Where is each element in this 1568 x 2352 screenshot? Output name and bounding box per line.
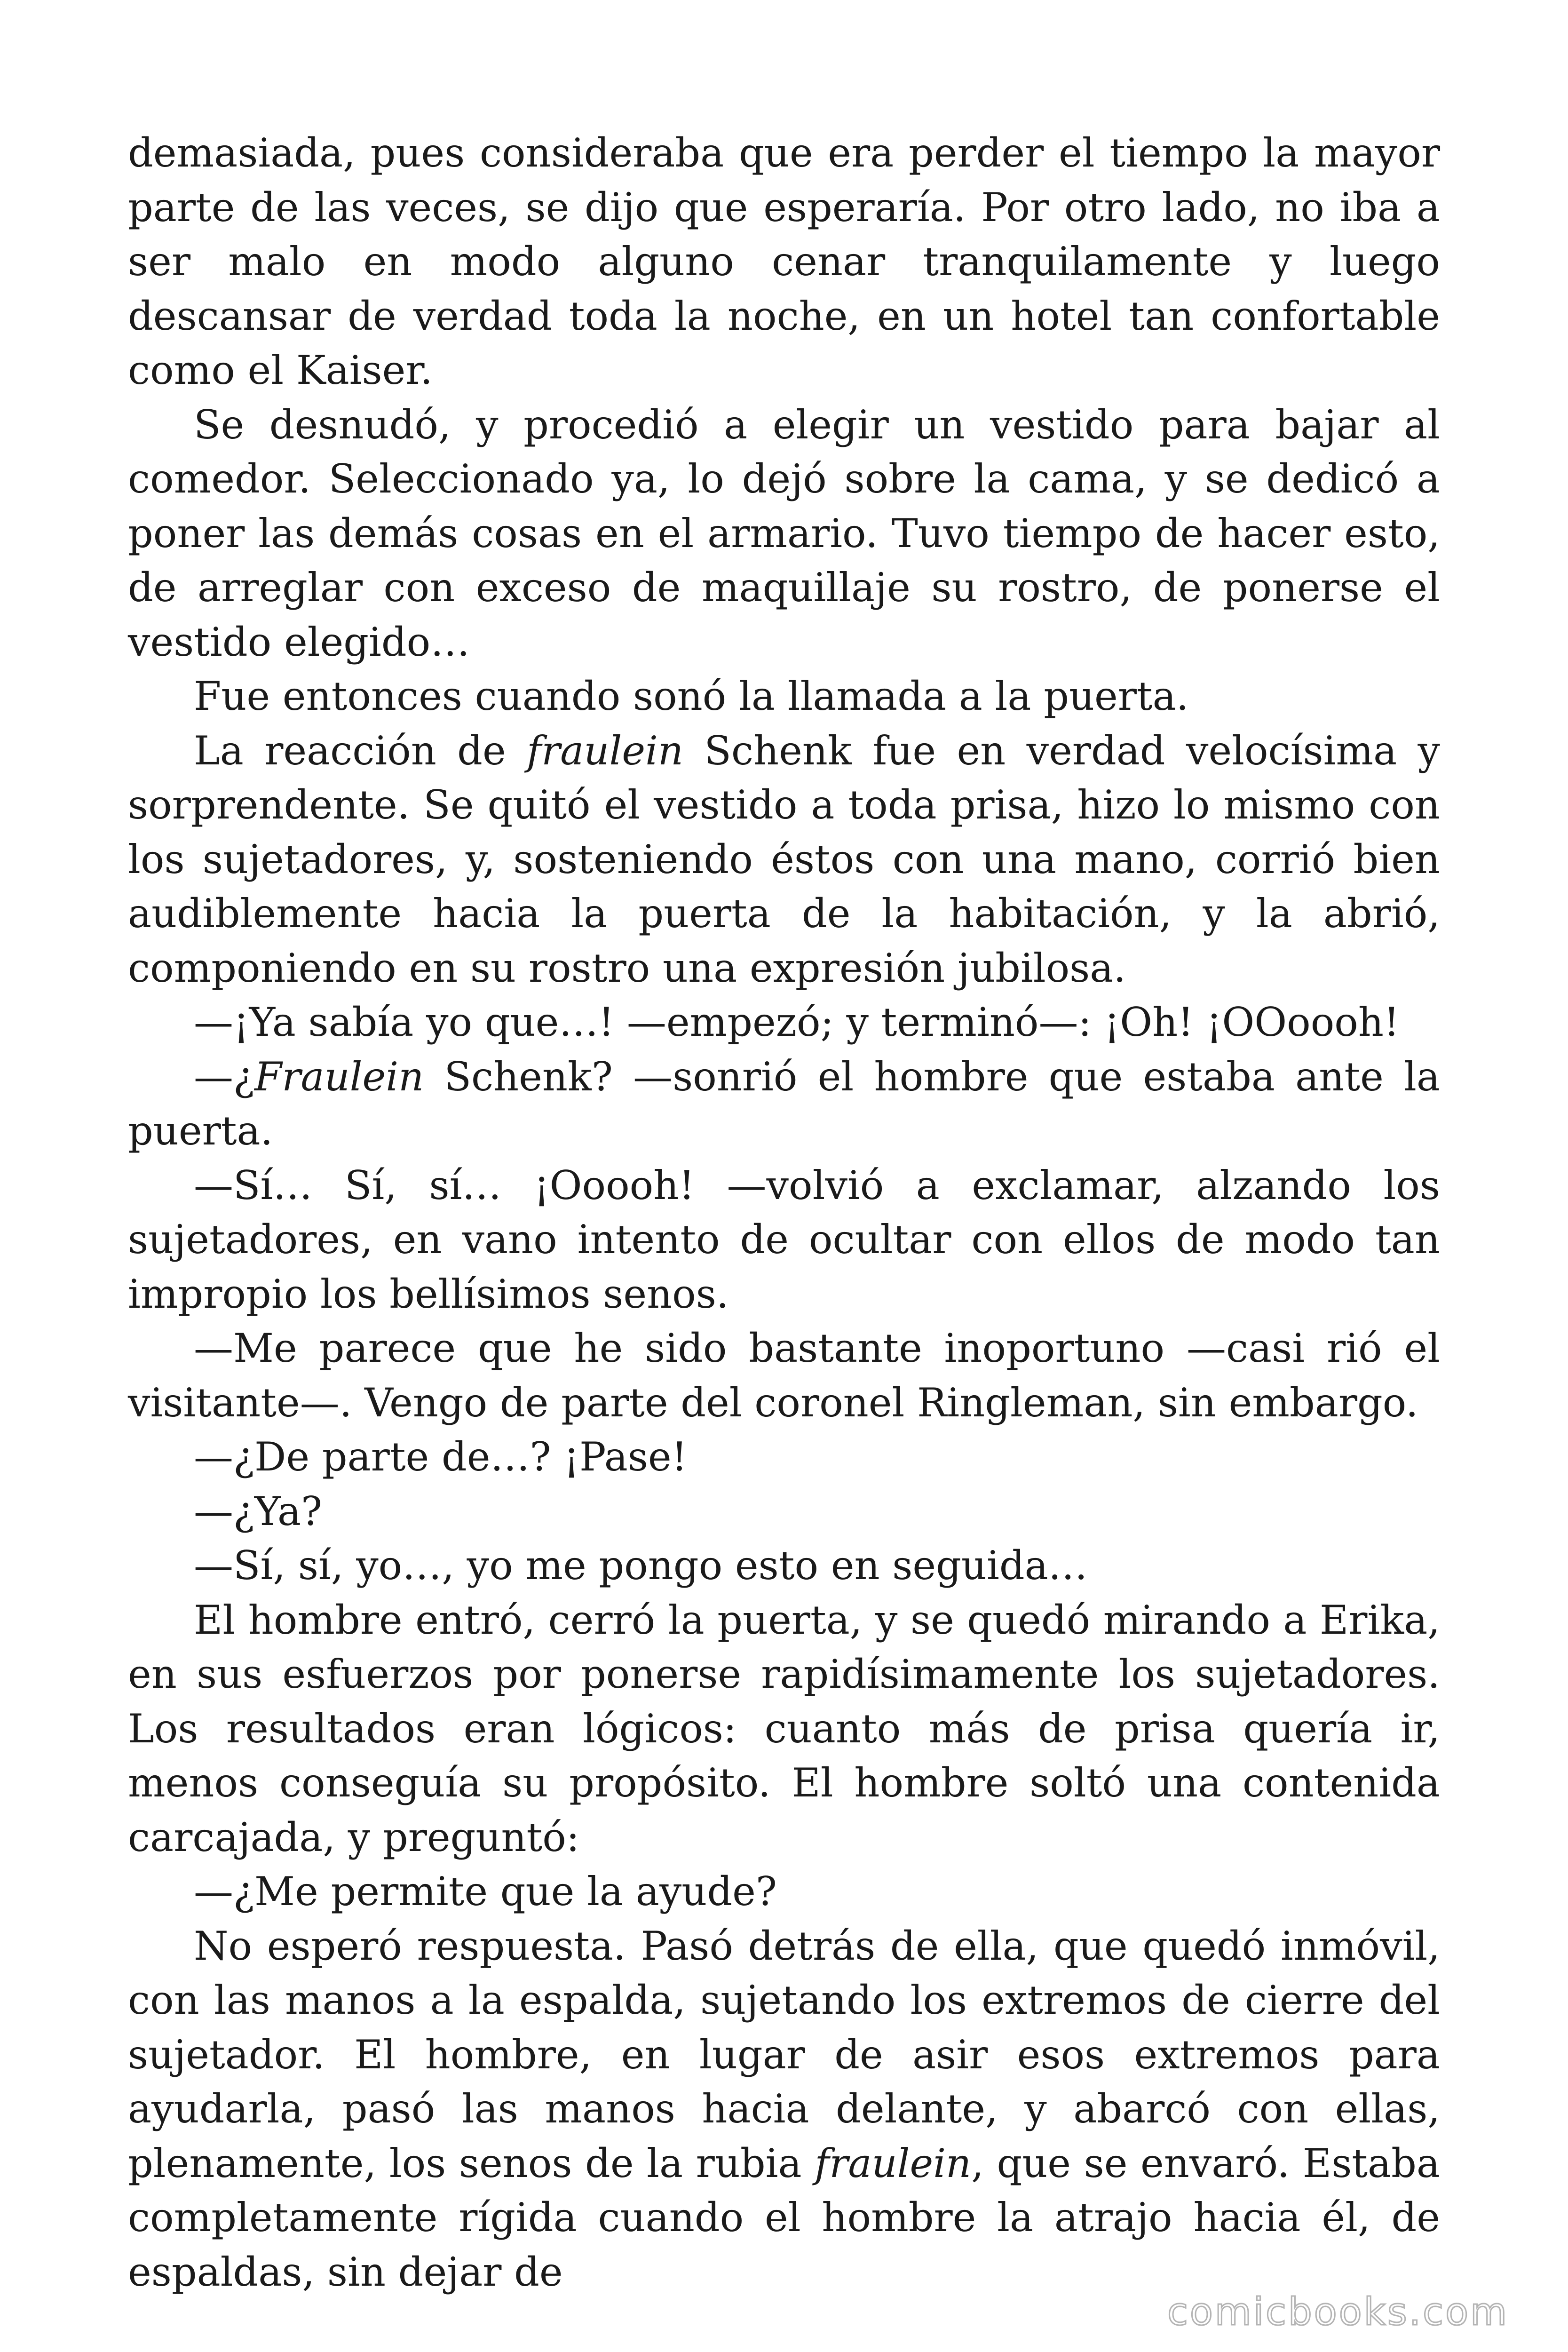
- paragraph: [128, 1485, 1440, 1539]
- watermark: comicbooks.com: [1167, 2290, 1509, 2334]
- text-segment: Se desnudó, y procedió a elegir un vestido para bajar al comedor. Seleccionado ya, lo dejó sobre la cama, y se dedicó a poner las demás cosas en el armario. Tuvo tiempo de hacer esto, de arreglar con exceso de maquillaje su rostro, de ponerse el vestido elegido…: [128, 401, 1440, 665]
- text-segment: No esperó respuesta. Pasó detrás de ella, que quedó inmóvil, con las manos a la espalda, sujetando los extremos de cierre del sujetador. El hombre, en lugar de asir esos extremos para ayudarla, pasó las manos hacia delante, y abarcó con ellas, plenamente, los senos de la rubia: [128, 1923, 1440, 2186]
- paragraph: [128, 126, 1440, 398]
- text-segment: La reacción de: [194, 727, 527, 774]
- text-segment: —¿Me permite que la ayude?: [194, 1868, 777, 1915]
- paragraph: [128, 724, 1440, 996]
- text-segment: —Sí, sí, yo…, yo me pongo esto en seguida…: [194, 1542, 1088, 1589]
- italic-text: fraulein: [527, 727, 684, 774]
- text-segment: , que se envaró. Estaba completamente rígida cuando el hombre la atrajo hacia él, de espaldas, sin dejar de: [128, 2140, 1440, 2295]
- text-segment: —¿: [194, 1053, 255, 1100]
- text-segment: —Sí… Sí, sí… ¡Ooooh! —volvió a exclamar, alzando los sujetadores, en vano intento de ocultar con ellos de modo tan impropio los bellísimos senos.: [128, 1162, 1440, 1317]
- paragraph: [128, 1919, 1440, 2300]
- paragraph: [128, 1865, 1440, 1919]
- text-segment: —Me parece que he sido bastante inoportuno —casi rió el visitante—. Vengo de parte del coronel Ringleman, sin embargo.: [128, 1325, 1440, 1426]
- italic-text: Fraulein: [254, 1053, 424, 1100]
- text-segment: Schenk fue en verdad velocísima y sorprendente. Se quitó el vestido a toda prisa, hizo lo mismo con los sujetadores, y, sosteniendo éstos con una mano, corrió bien audiblemente hacia la puerta de la habitación, y la abrió, componiendo en su rostro una expresión jubilosa.: [128, 727, 1440, 991]
- text-segment: Fue entonces cuando sonó la llamada a la puerta.: [194, 673, 1189, 719]
- text-segment: El hombre entró, cerró la puerta, y se quedó mirando a Erika, en sus esfuerzos por ponerse rapidísimamente los sujetadores. Los resultados eran lógicos: cuanto más de prisa quería ir, menos conseguía su propósito. El hombre soltó una contenida carcajada, y preguntó:: [128, 1597, 1440, 1860]
- text-segment: —¿Ya?: [194, 1488, 323, 1534]
- paragraph: [128, 1539, 1440, 1593]
- italic-text: fraulein: [815, 2140, 972, 2186]
- paragraph: [128, 1430, 1440, 1485]
- paragraph: [128, 398, 1440, 670]
- paragraph: [128, 1593, 1440, 1865]
- text-segment: —¿De parte de…? ¡Pase!: [194, 1434, 688, 1480]
- paragraph: [128, 1321, 1440, 1430]
- page-body-text: [128, 126, 1440, 2299]
- text-segment: demasiada, pues consideraba que era perder el tiempo la mayor parte de las veces, se dijo que esperaría. Por otro lado, no iba a ser malo en modo alguno cenar tranquilamente y luego descansar de verdad toda la noche, en un hotel tan confortable como el Kaiser.: [128, 130, 1440, 393]
- text-segment: Schenk? —sonrió el hombre que estaba ante la puerta.: [128, 1053, 1440, 1154]
- paragraph: [128, 669, 1440, 724]
- text-segment: —¡Ya sabía yo que…! —empezó; y terminó—: ¡Oh! ¡OOoooh!: [194, 999, 1400, 1045]
- paragraph: [128, 1159, 1440, 1322]
- paragraph: [128, 995, 1440, 1050]
- paragraph: [128, 1050, 1440, 1159]
